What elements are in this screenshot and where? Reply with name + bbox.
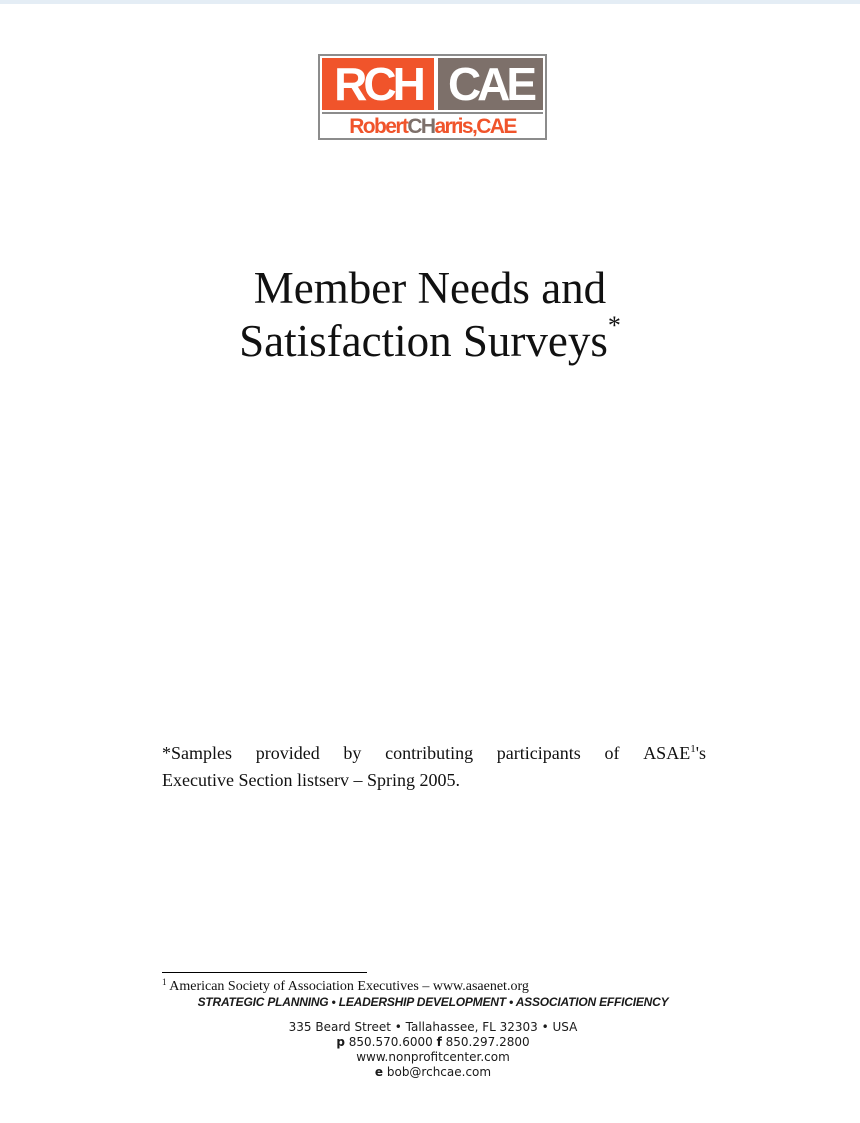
note-word: by: [343, 743, 362, 763]
logo-name-ch: CH: [407, 114, 435, 138]
note-asae: ASAE$^1$'s: [643, 743, 706, 763]
footnote-number: 1: [162, 977, 167, 987]
title-line-2-text: Satisfaction Surveys: [239, 316, 608, 366]
title-asterisk: *: [607, 311, 621, 340]
footer-website: www.nonprofitcenter.com: [356, 1050, 510, 1064]
rchcae-logo: [318, 54, 547, 140]
note-word: participants: [496, 743, 581, 763]
note-line-2: Executive Section listserv – Spring 2005.: [162, 770, 460, 790]
logo-name-row: [322, 112, 543, 138]
note-word: contributing: [385, 743, 474, 763]
document-title: [0, 262, 860, 374]
logo-top-row: [322, 58, 543, 110]
footer-email-line: [0, 1065, 860, 1080]
note-footnote-ref: 1: [690, 743, 696, 755]
footer-phone-fax: [0, 1035, 860, 1050]
note-word: provided: [255, 743, 320, 763]
samples-note: [162, 741, 706, 792]
email-label: e: [374, 1065, 384, 1079]
note-line-1: [162, 741, 706, 768]
logo-name-arris: arris,CAE: [434, 114, 516, 138]
note-word: of: [604, 743, 620, 763]
viewer-top-strip: [0, 0, 860, 4]
footnote-text: American Society of Association Executives – www.asaenet.org: [169, 979, 529, 994]
title-line-1: Member Needs and: [253, 263, 607, 313]
logo-name-robert: Robert: [349, 114, 408, 138]
footnote: [162, 979, 529, 995]
footnote-separator: [162, 972, 367, 973]
logo-rch-block: RCH: [322, 58, 434, 110]
fax-label: f: [436, 1035, 442, 1049]
phone-label: p: [336, 1035, 345, 1049]
phone-number: 850.570.6000: [348, 1035, 433, 1049]
footer-address: 335 Beard Street • Tallahassee, FL 32303 • USA: [288, 1020, 578, 1034]
footer-contact: [0, 1020, 860, 1080]
title-line-2: [0, 311, 860, 374]
footer-tagline: STRATEGIC PLANNING • LEADERSHIP DEVELOPMENT • ASSOCIATION EFFICIENCY: [197, 995, 669, 1009]
fax-number: 850.297.2800: [445, 1035, 530, 1049]
email-address: bob@rchcae.com: [386, 1065, 492, 1079]
logo-cae-block: CAE: [438, 58, 543, 110]
note-word: *Samples: [162, 743, 232, 763]
